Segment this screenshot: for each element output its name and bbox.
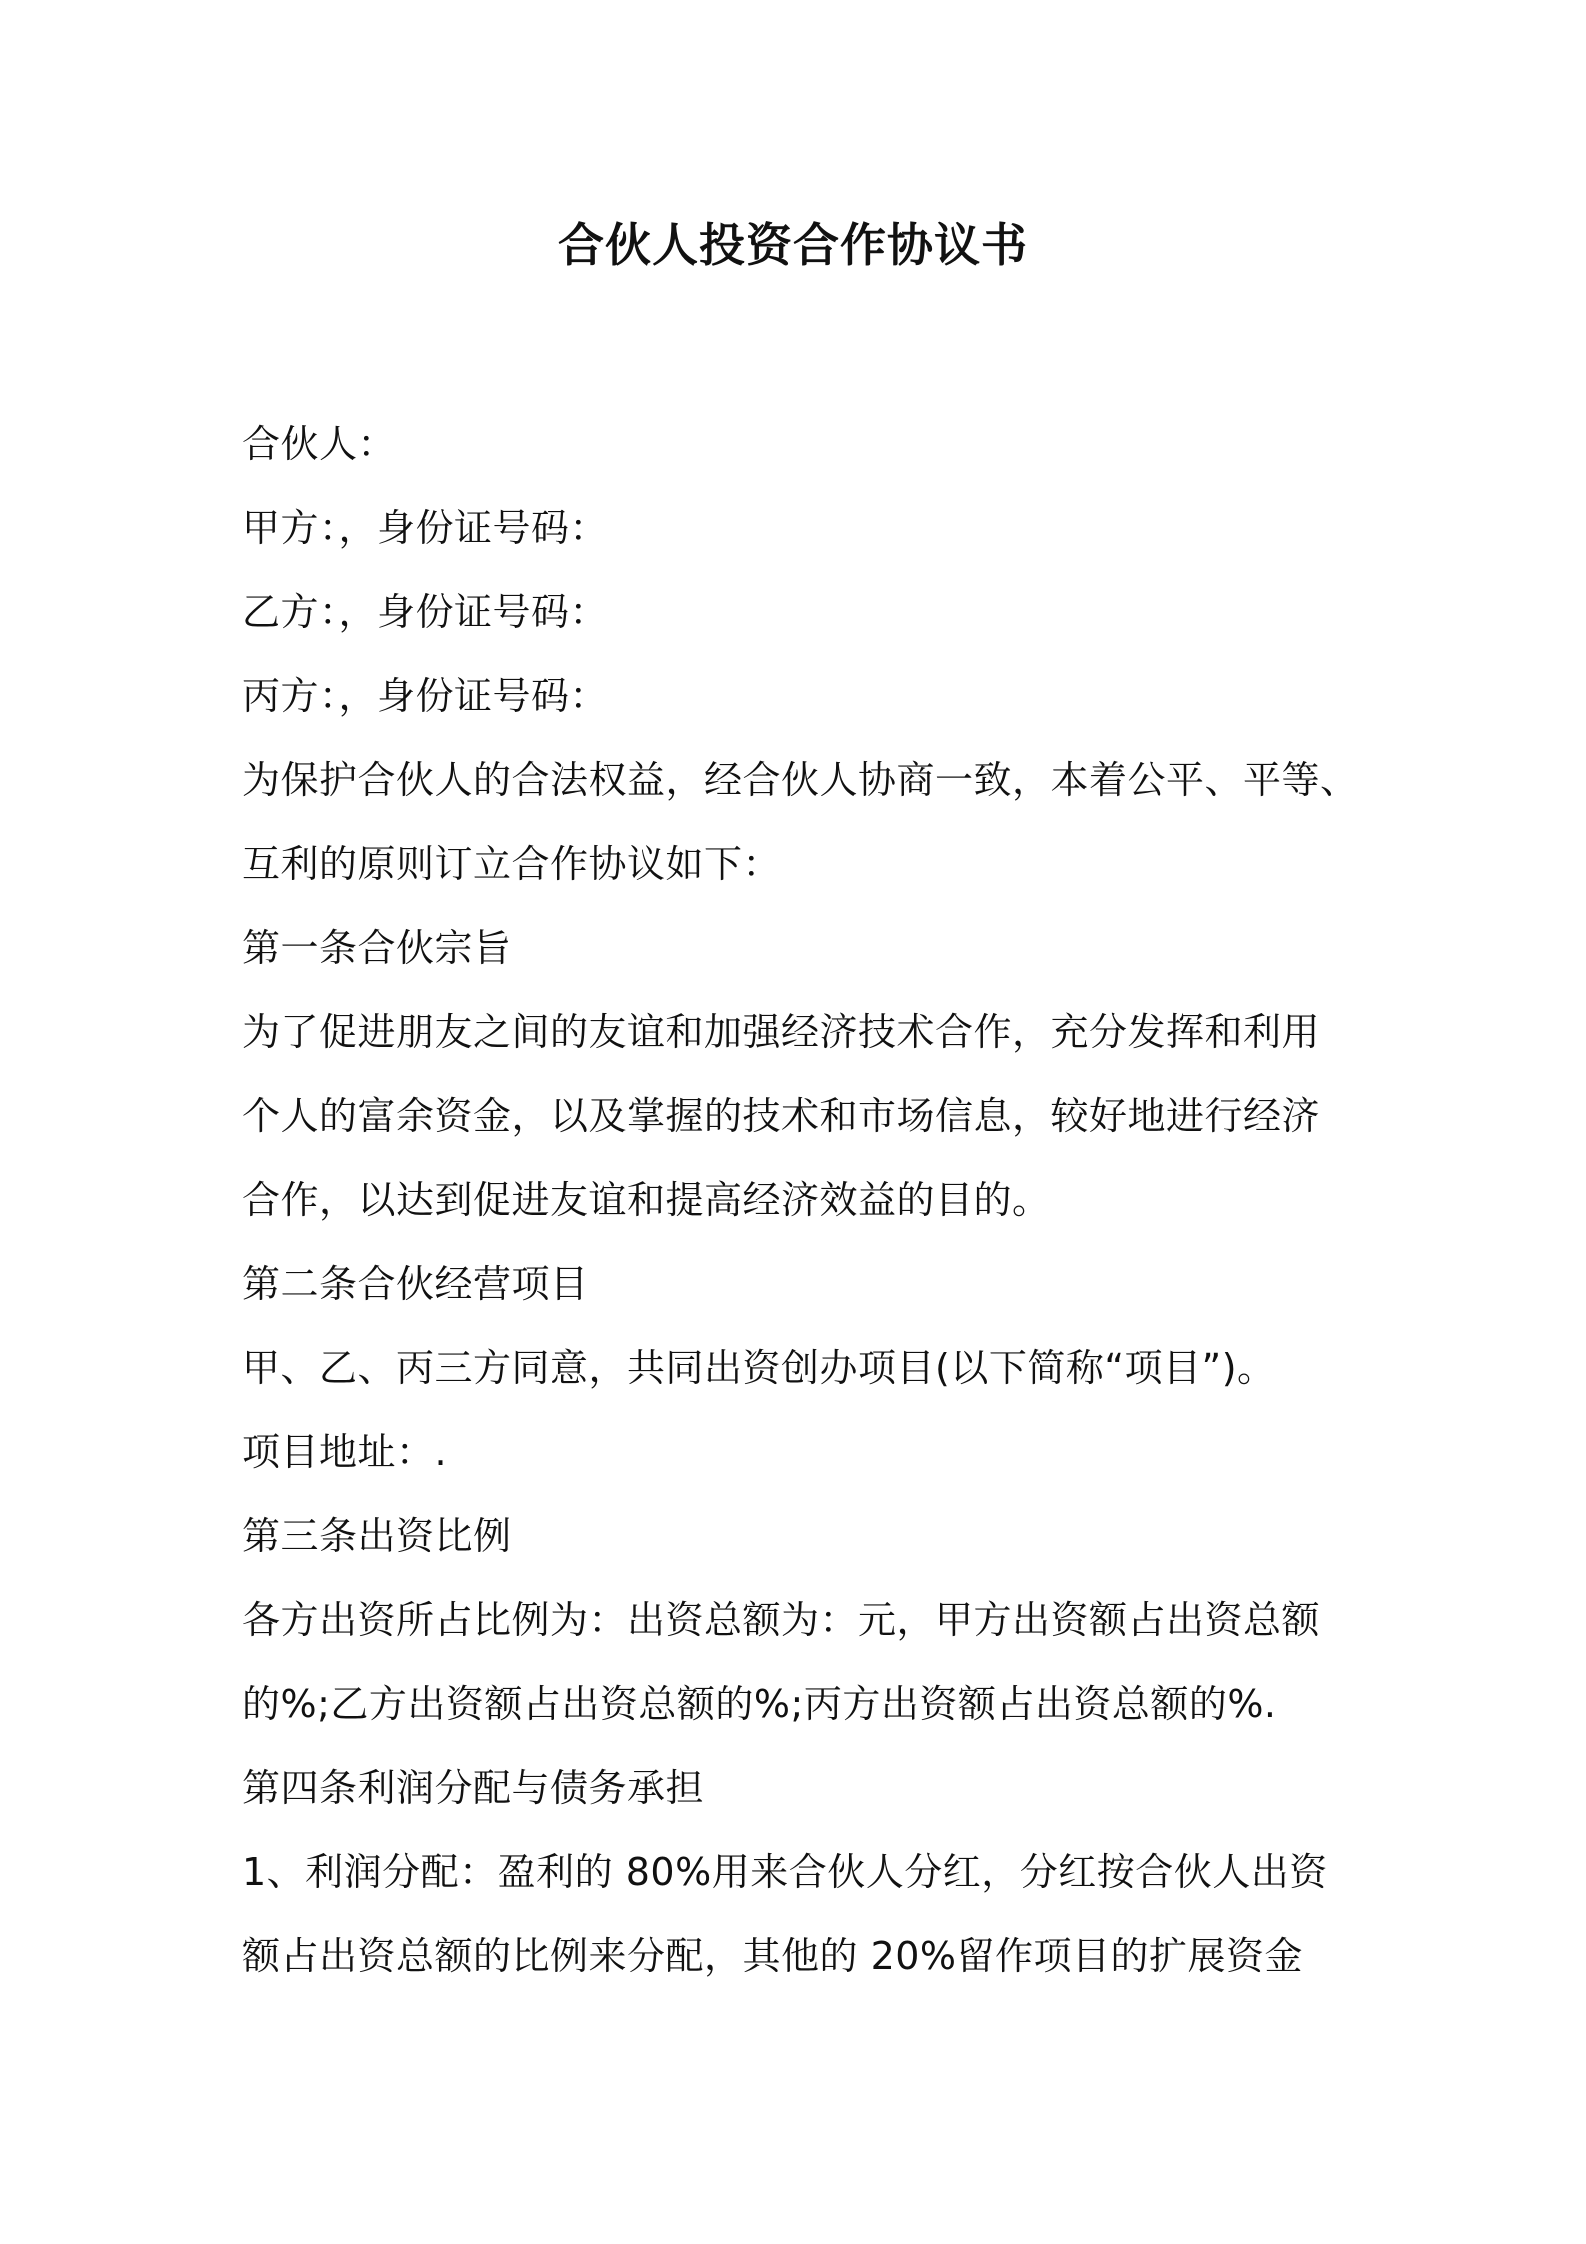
document-title: 合伙人投资合作协议书 [558,218,1028,272]
party-b-line: 乙方：，身份证号码： [242,590,609,634]
preamble-line-2: 互利的原则订立合作协议如下： [242,842,782,886]
partner-label: 合伙人： [242,422,397,466]
article-1-text-1: 为了促进朋友之间的友谊和加强经济技术合作，充分发挥和利用 [242,1010,1321,1054]
party-a-line: 甲方：，身份证号码： [242,506,609,550]
article-1-text-3: 合作，以达到促进友谊和提高经济效益的目的。 [242,1178,1051,1222]
article-2-text-2: 项目地址：. [242,1430,448,1474]
preamble-line-1: 为保护合伙人的合法权益，经合伙人协商一致，本着公平、平等、 [242,758,1359,802]
document-body [242,402,1362,1998]
article-1-heading: 第一条合伙宗旨 [242,926,512,970]
party-c-line: 丙方：，身份证号码： [242,674,609,718]
article-3-text-2: 的%;乙方出资额占出资总额的%;丙方出资额占出资总额的%. [242,1682,1277,1726]
article-4-text-2: 额占出资总额的比例来分配，其他的 20%留作项目的扩展资金 [242,1934,1304,1978]
article-1-text-2: 个人的富余资金，以及掌握的技术和市场信息，较好地进行经济 [242,1094,1321,1138]
article-4-text-1: 1、利润分配：盈利的 80%用来合伙人分红，分红按合伙人出资 [242,1850,1328,1894]
article-3-heading: 第三条出资比例 [242,1514,512,1558]
article-3-text-1: 各方出资所占比例为：出资总额为：元，甲方出资额占出资总额 [242,1598,1321,1642]
article-4-heading: 第四条利润分配与债务承担 [242,1766,705,1810]
article-2-text-1: 甲、乙、丙三方同意，共同出资创办项目(以下简称“项目”)。 [242,1346,1276,1390]
article-2-heading: 第二条合伙经营项目 [242,1262,589,1306]
